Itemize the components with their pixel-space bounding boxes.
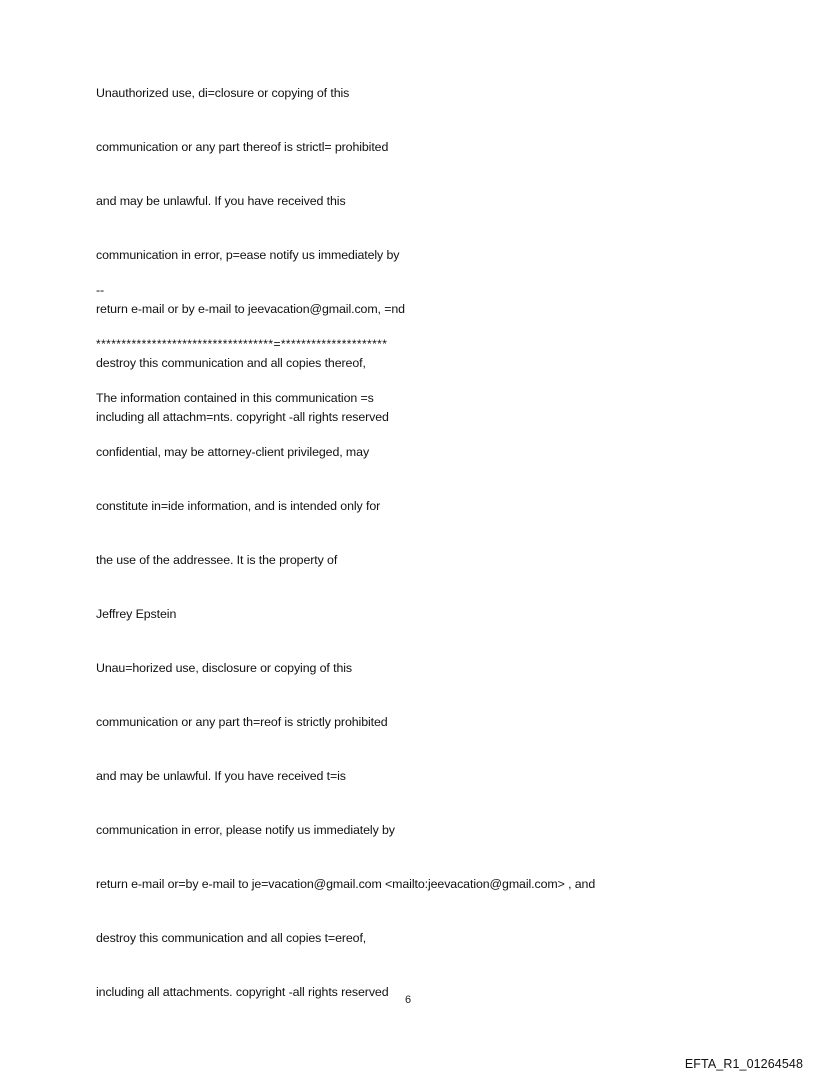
text-line: communication or any part thereof is strictl= prohibited — [96, 140, 389, 154]
disclaimer-block-2 — [96, 245, 595, 1037]
text-line: Unau=horized use, disclosure or copying of this — [96, 661, 352, 675]
document-id-stamp: EFTA_R1_01264548 — [684, 1057, 803, 1071]
text-line: and may be unlawful. If you have received this — [96, 194, 346, 208]
text-line: including all attachments. copyright -all rights reserved — [96, 985, 389, 999]
text-line: destroy this communication and all copies thereof, — [96, 356, 366, 370]
text-line: constitute in=ide information, and is intended only for — [96, 499, 381, 513]
text-line: destroy this communication and all copies t=ereof, — [96, 931, 367, 945]
text-line: return e-mail or by e-mail to jeevacation@gmail.com, =nd — [96, 302, 405, 316]
text-line: communication in error, p=ease notify us immediately by — [96, 248, 400, 262]
star-divider: ***********************************=********************* — [96, 337, 388, 351]
signature-separator: -- — [96, 283, 105, 297]
text-line: confidential, may be attorney-client privileged, may — [96, 445, 370, 459]
text-line: and may be unlawful. If you have received t=is — [96, 769, 346, 783]
text-line: The information contained in this communication =s — [96, 391, 374, 405]
text-line: return e-mail or=by e-mail to je=vacation@gmail.com <mailto:jeevacation@gmail.com> , and — [96, 877, 596, 891]
text-line: Unauthorized use, di=closure or copying of this — [96, 86, 350, 100]
text-line: communication or any part th=reof is strictly prohibited — [96, 715, 388, 729]
text-line: Jeffrey Epstein — [96, 607, 177, 621]
text-line: the use of the addressee. It is the property of — [96, 553, 338, 567]
text-line: including all attachm=nts. copyright -all rights reserved — [96, 410, 389, 424]
text-line: communication in error, please notify us immediately by — [96, 823, 395, 837]
page-number: 6 — [404, 994, 412, 1006]
